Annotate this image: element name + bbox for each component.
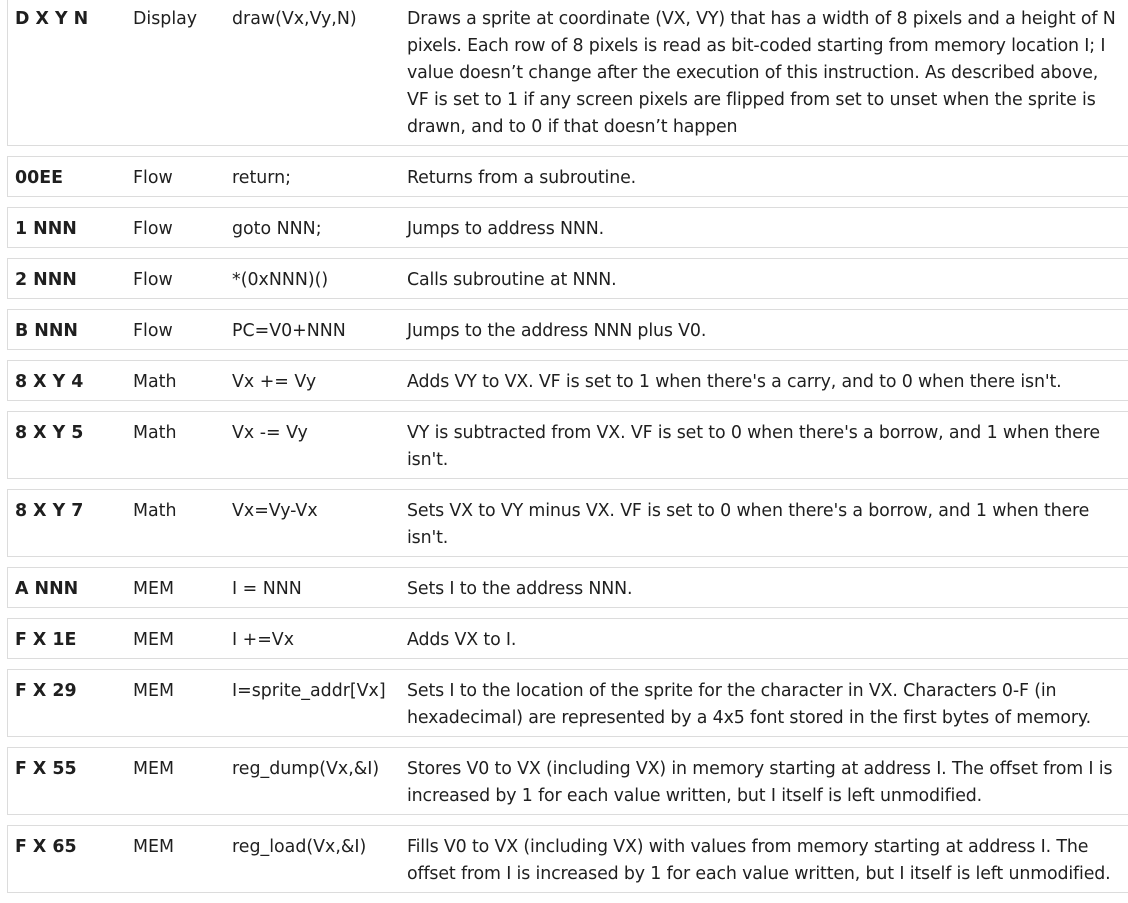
type-cell: MEM [133, 630, 174, 650]
description-cell: Adds VX to I. [407, 630, 517, 650]
explanation-cell: PC=V0+NNN [232, 321, 346, 341]
opcode-cell: D X Y N [15, 9, 89, 29]
table-row [7, 825, 1128, 893]
explanation-cell: I = NNN [232, 579, 302, 599]
description-cell: Draws a sprite at coordinate (VX, VY) that has a width of 8 pixels and a height of N pixels. Each row of 8 pixels is read as bit-coded starting from memory location I; I value doesn’t change after the execution of this instruction. As described above, VF is set to 1 if any screen pixels are flipped from set to unset when the sprite is drawn, and to 0 if that doesn’t happen [407, 9, 1116, 137]
description-cell: Sets VX to VY minus VX. VF is set to 0 when there's a borrow, and 1 when there isn't. [407, 501, 1090, 548]
explanation-cell: reg_load(Vx,&I) [232, 837, 367, 857]
explanation-cell: return; [232, 168, 292, 188]
description-cell: Sets I to the location of the sprite for the character in VX. Characters 0-F (in hexadecimal) are represented by a 4x5 font stored in the first bytes of memory. [407, 681, 1091, 728]
opcode-cell: 1 NNN [15, 219, 77, 239]
type-cell: Math [133, 423, 177, 443]
type-cell: Math [133, 501, 177, 521]
opcode-cell: 2 NNN [15, 270, 77, 290]
opcode-cell: 00EE [15, 168, 63, 188]
type-cell: Math [133, 372, 177, 392]
opcode-cell: F X 65 [15, 837, 77, 857]
opcode-cell: B NNN [15, 321, 78, 341]
table-row [7, 0, 1128, 146]
description-cell: Jumps to address NNN. [407, 219, 604, 239]
table-row [7, 567, 1128, 608]
description-cell: Jumps to the address NNN plus V0. [407, 321, 707, 341]
type-cell: MEM [133, 837, 174, 857]
opcode-cell: F X 29 [15, 681, 77, 701]
opcode-cell: F X 1E [15, 630, 77, 650]
description-cell: Returns from a subroutine. [407, 168, 637, 188]
type-cell: Flow [133, 219, 173, 239]
table-row [7, 618, 1128, 659]
table-row [7, 489, 1128, 557]
type-cell: MEM [133, 759, 174, 779]
opcode-cell: 8 X Y 7 [15, 501, 84, 521]
table-row [7, 360, 1128, 401]
opcode-cell: F X 55 [15, 759, 77, 779]
table-row [7, 156, 1128, 197]
explanation-cell: goto NNN; [232, 219, 322, 239]
opcode-cell: A NNN [15, 579, 79, 599]
type-cell: MEM [133, 579, 174, 599]
description-cell: Fills V0 to VX (including VX) with values from memory starting at address I. The offset from I is increased by 1 for each value written, but I itself is left unmodified. [407, 837, 1111, 884]
type-cell: Display [133, 9, 198, 29]
table-row [7, 258, 1128, 299]
table-row [7, 669, 1128, 737]
description-cell: Stores V0 to VX (including VX) in memory starting at address I. The offset from I is increased by 1 for each value written, but I itself is left unmodified. [407, 759, 1113, 806]
table-row [7, 309, 1128, 350]
explanation-cell: reg_dump(Vx,&I) [232, 759, 380, 779]
type-cell: Flow [133, 168, 173, 188]
opcode-table [7, 0, 1128, 903]
explanation-cell: I=sprite_addr[Vx] [232, 681, 386, 701]
description-cell: Calls subroutine at NNN. [407, 270, 617, 290]
description-cell: Sets I to the address NNN. [407, 579, 633, 599]
type-cell: Flow [133, 321, 173, 341]
explanation-cell: I +=Vx [232, 630, 294, 650]
explanation-cell: Vx += Vy [232, 372, 317, 392]
explanation-cell: draw(Vx,Vy,N) [232, 9, 357, 29]
table-row [7, 747, 1128, 815]
description-cell: Adds VY to VX. VF is set to 1 when there's a carry, and to 0 when there isn't. [407, 372, 1062, 392]
explanation-cell: Vx -= Vy [232, 423, 308, 443]
opcode-cell: 8 X Y 4 [15, 372, 84, 392]
description-cell: VY is subtracted from VX. VF is set to 0 when there's a borrow, and 1 when there isn't. [407, 423, 1100, 470]
explanation-cell: *(0xNNN)() [232, 270, 329, 290]
explanation-cell: Vx=Vy-Vx [232, 501, 318, 521]
table-row [7, 411, 1128, 479]
opcode-cell: 8 X Y 5 [15, 423, 84, 443]
type-cell: MEM [133, 681, 174, 701]
table-row [7, 207, 1128, 248]
type-cell: Flow [133, 270, 173, 290]
